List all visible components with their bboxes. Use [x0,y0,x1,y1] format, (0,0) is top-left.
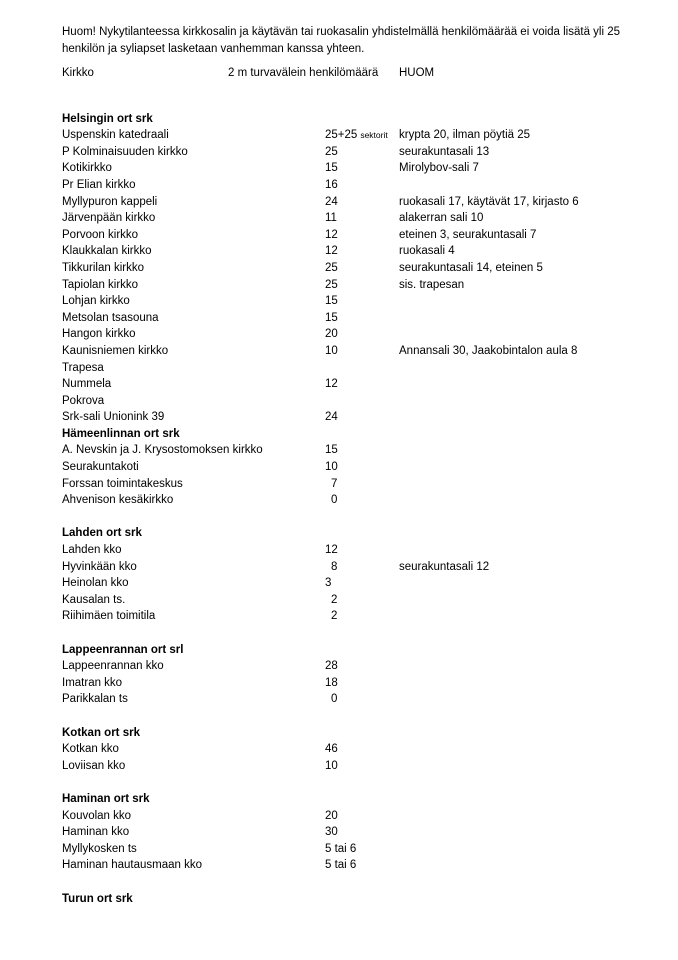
church-name: Ahvenison kesäkirkko [62,494,174,507]
person-count [325,295,338,309]
person-count [331,610,337,624]
table-row [0,743,678,760]
table-row [0,245,678,262]
person-count-value: 20 [325,328,338,341]
person-count-value: 30 [325,826,338,839]
person-count [325,196,338,210]
person-count-value: 16 [325,178,338,191]
person-count [325,577,331,591]
person-count-value: 2 [331,593,338,606]
header-note: HUOM [399,67,435,79]
church-name: Haminan hautausmaan kko [62,859,202,872]
church-name: Parikkalan ts [62,693,128,706]
table-row [0,179,678,196]
person-count-value: 15 [325,311,338,324]
table-row [0,146,678,163]
table-row [0,826,678,843]
person-count [325,279,338,293]
person-count-value: 20 [325,809,338,822]
header-church: Kirkko [62,67,94,79]
spacer-row [0,710,678,727]
person-count [325,411,338,425]
note-text: seurakuntasali 14, eteinen 5 [399,261,543,274]
person-count [325,826,338,840]
church-name: Loviisan kko [62,759,126,772]
table-row [0,262,678,279]
person-count-value: 12 [325,378,338,391]
table-row [0,345,678,362]
church-name: Heinolan kko [62,577,129,590]
person-count-value: 15 [325,295,338,308]
spacer-row [0,96,678,113]
table-header [0,67,678,81]
person-count-value: 12 [325,228,338,241]
note-text: seurakuntasali 12 [399,560,490,573]
table-row [0,760,678,777]
section-row [0,644,678,661]
church-name: Uspenskin katedraali [62,129,169,142]
person-count-value: 10 [325,344,338,357]
note-text: sis. trapesan [399,278,465,291]
table-row [0,577,678,594]
person-count [325,179,338,193]
person-count-value: 25 [325,145,338,158]
table-row [0,328,678,345]
church-name: Srk-sali Unionink 39 [62,411,165,424]
section-title: Turun ort srk [62,892,133,905]
church-name: Kotkan kko [62,743,119,756]
spacer-row [0,627,678,644]
church-list [0,96,678,909]
person-count [325,146,338,160]
person-count-value: 18 [325,676,338,689]
section-row [0,527,678,544]
section-row [0,727,678,744]
person-count [325,444,338,458]
person-count [325,378,338,392]
table-row [0,196,678,213]
church-name: Tikkurilan kirkko [62,261,145,274]
person-count [325,262,338,276]
church-name: Lappeenrannan kko [62,660,164,673]
person-count [325,245,338,259]
spacer-row [0,876,678,893]
person-count-value: 24 [325,195,338,208]
table-row [0,594,678,611]
section-row [0,428,678,445]
section-row [0,893,678,910]
note-text: krypta 20, ilman pöytiä 25 [399,129,531,142]
church-name: Kouvolan kko [62,809,132,822]
person-count [331,693,337,707]
person-count [325,229,338,243]
table-row [0,312,678,329]
note-text: alakerran sali 10 [399,212,484,225]
church-name: Hangon kirkko [62,328,136,341]
church-name: Trapesa [62,361,104,374]
section-title: Kotkan ort srk [62,726,140,739]
person-count-value: 7 [331,477,338,490]
person-count-value: 11 [325,212,337,225]
church-name: Lohjan kirkko [62,295,130,308]
table-row [0,378,678,395]
person-count [331,594,337,608]
table-row [0,162,678,179]
church-name: Pokrova [62,394,105,407]
person-count-value: 10 [325,759,338,772]
person-count-value: 2 [331,610,338,623]
section-title: Hämeenlinnan ort srk [62,427,180,440]
person-count-value: 3 [325,577,332,590]
church-name: Myllykosken ts [62,842,137,855]
table-row [0,129,678,146]
person-count [325,162,338,176]
person-count [325,461,338,475]
person-count-value: 0 [331,693,338,706]
table-row [0,279,678,296]
section-row [0,793,678,810]
spacer-row [0,776,678,793]
person-count-value: 25 [325,278,338,291]
table-row [0,212,678,229]
person-count [325,843,356,857]
table-row [0,544,678,561]
intro-note: Huom! Nykytilanteessa kirkkosalin ja käytävän tai ruokasalin yhdistelmällä henkilömäärää ei voida lisätä yli 25 henkilön ja syliapset lasketaan vanhemman kanssa yhteen. [62,26,621,55]
header-count: 2 m turvavälein henkilömäärä [228,67,379,79]
person-count [325,810,338,824]
table-row [0,494,678,511]
table-row [0,295,678,312]
person-count-value: 0 [331,494,338,507]
table-row [0,859,678,876]
section-row [0,113,678,130]
person-count [331,561,337,575]
church-name: Imatran kko [62,676,123,689]
person-count-value: 24 [325,411,338,424]
church-name: Kaunisniemen kirkko [62,344,169,357]
church-name: Seurakuntakoti [62,461,139,474]
note-text: seurakuntasali 13 [399,145,490,158]
person-count [325,345,338,359]
person-count-value: 15 [325,444,338,457]
section-title: Helsingin ort srk [62,112,153,125]
table-row [0,610,678,627]
count-extra: sektorit [360,130,388,141]
church-name: Hyvinkään kko [62,560,137,573]
person-count-value: 25 [325,261,338,274]
section-title: Lahden ort srk [62,527,142,540]
person-count [325,760,338,774]
person-count [325,677,338,691]
church-name: P Kolminaisuuden kirkko [62,145,188,158]
church-name: Lahden kko [62,544,122,557]
person-count [325,743,338,757]
person-count [331,478,337,492]
church-name: Forssan toimintakeskus [62,477,183,490]
section-title: Lappeenrannan ort srl [62,643,184,656]
person-count [325,129,388,143]
table-row [0,229,678,246]
table-row [0,843,678,860]
church-name: Kotikirkko [62,162,112,175]
church-name: Haminan kko [62,826,130,839]
table-row [0,395,678,412]
church-name: A. Nevskin ja J. Krysostomoksen kirkko [62,444,263,457]
note-text: ruokasali 4 [399,245,455,258]
church-name: Myllypuron kappeli [62,195,158,208]
table-row [0,444,678,461]
note-text: eteinen 3, seurakuntasali 7 [399,228,537,241]
person-count [325,212,337,226]
person-count-value: 5 tai 6 [325,859,357,872]
table-row [0,693,678,710]
person-count-value: 25+25 [325,129,358,142]
note-text: Annansali 30, Jaakobintalon aula 8 [399,344,578,357]
person-count-value: 5 tai 6 [325,842,357,855]
person-count [331,494,337,508]
church-name: Porvoon kirkko [62,228,139,241]
note-text: Mirolybov-sali 7 [399,162,479,175]
church-name: Järvenpään kirkko [62,212,156,225]
table-row [0,411,678,428]
table-row [0,660,678,677]
table-row [0,362,678,379]
person-count [325,312,338,326]
person-count-value: 8 [331,560,338,573]
note-text: ruokasali 17, käytävät 17, kirjasto 6 [399,195,579,208]
section-title: Haminan ort srk [62,792,150,805]
person-count-value: 10 [325,461,338,474]
church-name: Kausalan ts. [62,593,126,606]
church-name: Riihimäen toimitila [62,610,156,623]
person-count [325,544,338,558]
spacer-row [0,511,678,528]
church-name: Tapiolan kirkko [62,278,139,291]
church-name: Metsolan tsasouna [62,311,159,324]
church-name: Klaukkalan kirkko [62,245,152,258]
table-row [0,461,678,478]
person-count-value: 12 [325,245,338,258]
church-name: Nummela [62,378,112,391]
person-count [325,660,338,674]
person-count [325,859,356,873]
church-name: Pr Elian kirkko [62,178,136,191]
table-row [0,561,678,578]
table-row [0,478,678,495]
table-row [0,810,678,827]
person-count-value: 46 [325,743,338,756]
person-count [325,328,338,342]
person-count-value: 28 [325,660,338,673]
person-count-value: 15 [325,162,338,175]
person-count-value: 12 [325,544,338,557]
table-row [0,677,678,694]
